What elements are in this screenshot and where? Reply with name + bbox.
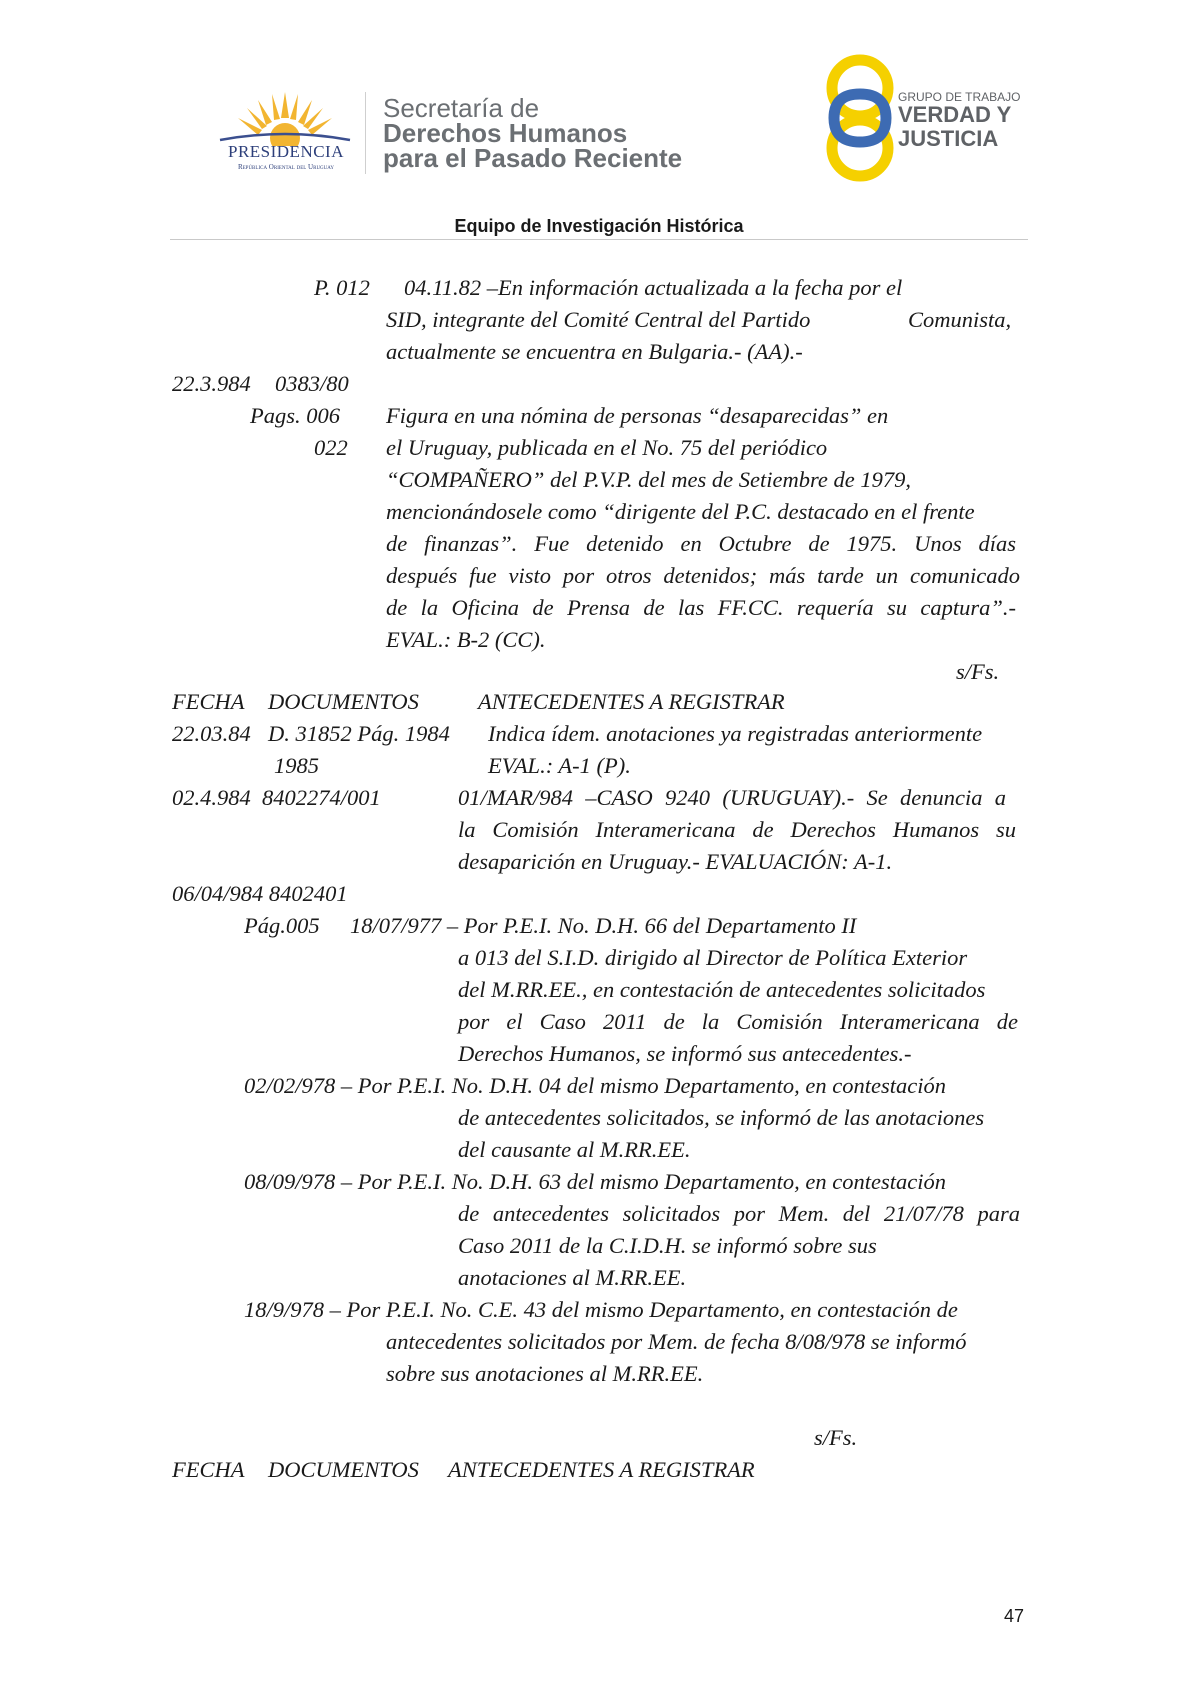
entry-text: sobre sus anotaciones al M.RR.EE. — [386, 1361, 704, 1386]
entry-text: desaparición en Uruguay.- EVALUACIÓN: A-1. — [458, 849, 893, 874]
entry-text: Comunista, — [908, 307, 1012, 332]
table-header-documentos: DOCUMENTOS — [268, 1457, 419, 1482]
entry-text: Figura en una nómina de personas “desaparecidas” en — [386, 403, 889, 428]
entry-text: anotaciones al M.RR.EE. — [458, 1265, 687, 1290]
entry-date: 22.3.984 — [172, 371, 251, 396]
entry-text: 04.11.82 –En información actualizada a la fecha por el — [404, 275, 903, 300]
entry-text: la Comisión Interamericana de Derechos Humanos su — [458, 817, 1016, 842]
entry-text: Indica ídem. anotaciones ya registradas anteriormente — [488, 721, 983, 746]
entry-doc: 0383/80 — [275, 371, 349, 396]
entry-text: 08/09/978 – Por P.E.I. No. D.H. 63 del mismo Departamento, en contestación — [244, 1169, 947, 1194]
table-header-antecedentes: ANTECEDENTES A REGISTRAR — [448, 1457, 755, 1482]
entry-text: a 013 del S.I.D. dirigido al Director de Política Exterior — [458, 945, 968, 970]
entry-text: 01/MAR/984 –CASO 9240 (URUGUAY).- Se denuncia a — [458, 785, 1006, 810]
entry-date: 06/04/984 8402401 — [172, 881, 348, 906]
page-number: 47 — [1004, 1606, 1025, 1626]
entry-date: 02.4.984 — [172, 785, 251, 810]
secretaria-logo-text — [383, 93, 683, 173]
entry-ref: Pags. 006 — [250, 403, 340, 428]
table-header-fecha: FECHA — [172, 1457, 245, 1482]
entry-text: 18/9/978 – Por P.E.I. No. C.E. 43 del mismo Departamento, en contestación de — [244, 1297, 958, 1322]
entry-text: EVAL.: B-2 (CC). — [386, 627, 546, 652]
entry-text: actualmente se encuentra en Bulgaria.- (AA).- — [386, 339, 803, 364]
entry-text: 02/02/978 – Por P.E.I. No. D.H. 04 del mismo Departamento, en contestación — [244, 1073, 947, 1098]
table-header-fecha: FECHA — [172, 689, 245, 714]
entry-date: 22.03.84 — [172, 721, 251, 746]
table-header-documentos: DOCUMENTOS — [268, 689, 419, 714]
presidencia-subtitle: República Oriental del Uruguay — [237, 163, 335, 171]
entry-doc: D. 31852 Pág. 1984 — [268, 721, 450, 746]
entry-text: de antecedentes solicitados, se informó de las anotaciones — [458, 1105, 985, 1130]
secretaria-line-1: Secretaría de — [383, 93, 540, 123]
table-header-antecedentes: ANTECEDENTES A REGISTRAR — [478, 689, 785, 714]
entry-doc: 1985 — [274, 753, 319, 778]
entry-text: EVAL.: A-1 (P). — [488, 753, 631, 778]
entry-text: del M.RR.EE., en contestación de antecedentes solicitados — [458, 977, 986, 1002]
entry-text: Derechos Humanos, se informó sus antecedentes.- — [458, 1041, 912, 1066]
entry-text: Caso 2011 de la C.I.D.H. se informó sobre sus — [458, 1233, 877, 1258]
verdad-justicia-emblem-icon — [820, 54, 900, 182]
entry-text: antecedentes solicitados por Mem. de fecha 8/08/978 se informó — [386, 1329, 967, 1354]
entry-ref: 022 — [314, 435, 348, 460]
header-rule — [170, 239, 1028, 240]
entry-text: de antecedentes solicitados por Mem. del 21/07/78 para — [458, 1201, 1020, 1226]
entry-doc: 8402274/001 — [262, 785, 381, 810]
entry-ref: P. 012 — [314, 275, 370, 300]
document-subtitle: Equipo de Investigación Histórica — [454, 216, 744, 236]
presidencia-logo — [210, 88, 360, 172]
gt-line-3: JUSTICIA — [898, 126, 999, 151]
gt-line-2: VERDAD Y — [898, 102, 1012, 127]
sfs-marker: s/Fs. — [956, 659, 1000, 684]
secretaria-line-3: para el Pasado Reciente — [383, 143, 683, 173]
entry-text: mencionándosele como “dirigente del P.C. destacado en el frente — [386, 499, 975, 524]
sun-emblem-icon — [210, 88, 360, 146]
entry-text: 18/07/977 – Por P.E.I. No. D.H. 66 del Departamento II — [350, 913, 857, 938]
entry-text: SID, integrante del Comité Central del Partido — [386, 307, 811, 332]
entry-text: de finanzas”. Fue detenido en Octubre de 1975. Unos días — [386, 531, 1016, 556]
secretaria-line-2: Derechos Humanos — [383, 118, 628, 148]
entry-text: después fue visto por otros detenidos; más tarde un comunicado — [386, 563, 1020, 588]
verdad-justicia-logo — [820, 54, 1030, 182]
header-divider — [365, 92, 366, 174]
entry-text: de la Oficina de Prensa de las FF.CC. requería su captura”.- — [386, 595, 1016, 620]
sfs-marker: s/Fs. — [814, 1425, 858, 1450]
gt-line-1: GRUPO DE TRABAJO — [898, 90, 1021, 104]
presidencia-title: PRESIDENCIA — [227, 142, 344, 161]
entry-text: “COMPAÑERO” del P.V.P. del mes de Setiembre de 1979, — [386, 467, 911, 492]
entry-ref: Pág.005 — [244, 913, 320, 938]
entry-text: del causante al M.RR.EE. — [458, 1137, 691, 1162]
entry-text: por el Caso 2011 de la Comisión Interamericana de — [458, 1009, 1018, 1034]
entry-text: el Uruguay, publicada en el No. 75 del periódico — [386, 435, 828, 460]
